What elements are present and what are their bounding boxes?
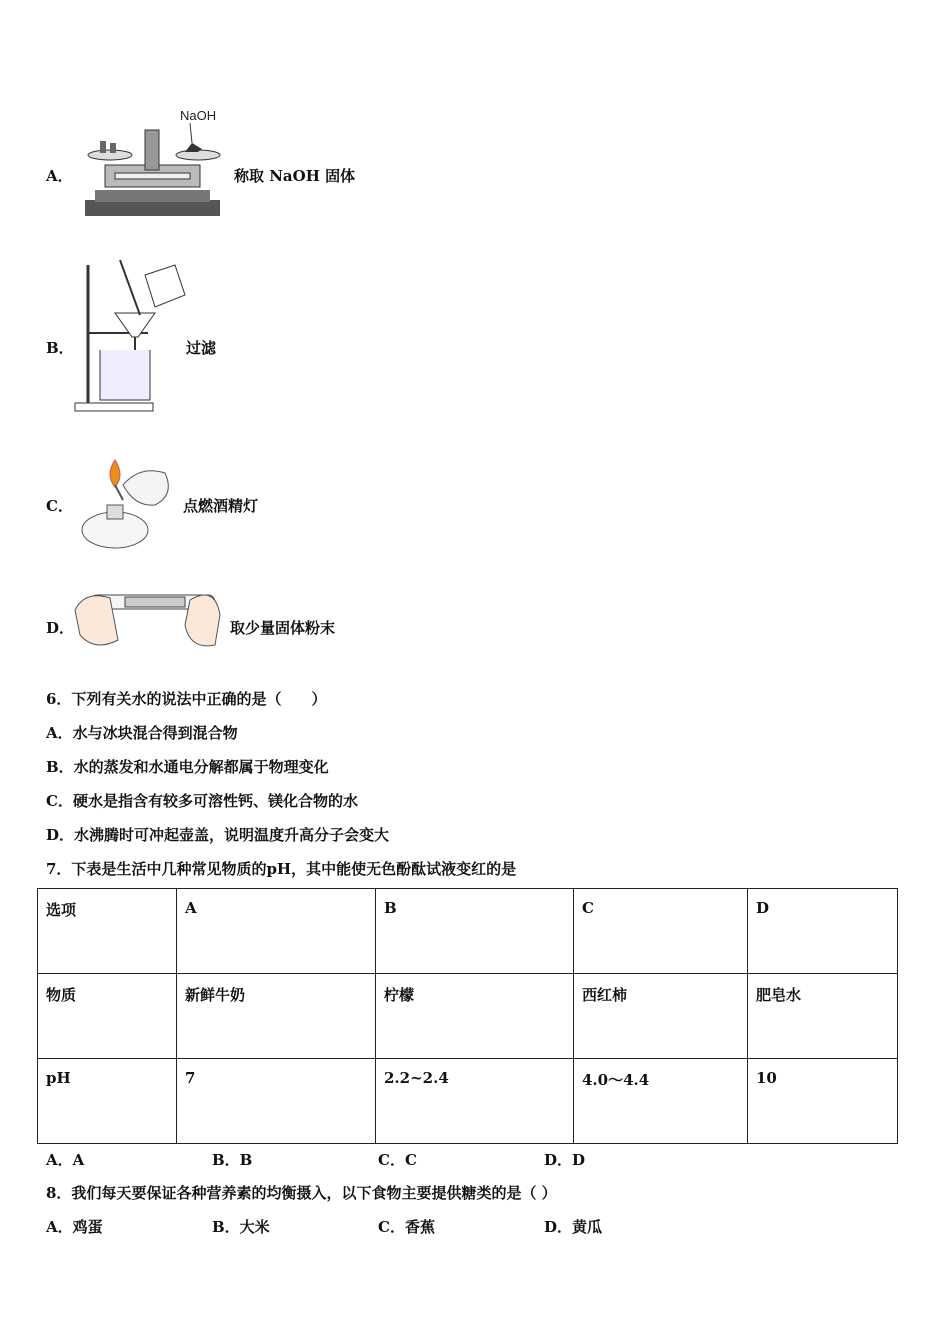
table-cell: D xyxy=(748,889,898,974)
q6-stem: 6．下列有关水的说法中正确的是（ ） xyxy=(46,690,327,708)
q6-option-b: B．水的蒸发和水通电分解都属于物理变化 xyxy=(46,758,329,776)
q7-choices xyxy=(46,1149,710,1170)
table-cell: B xyxy=(376,889,574,974)
q7-stem: 7．下表是生活中几种常见物质的pH，其中能使无色酚酞试液变红的是 xyxy=(46,860,517,878)
q8-stem: 8．我们每天要保证各种营养素的均衡摄入，以下食物主要提供糖类的是（ ） xyxy=(46,1184,557,1202)
q6-option-c: C．硬水是指含有较多可溶性钙、镁化合物的水 xyxy=(46,792,358,810)
table-cell: C xyxy=(574,889,748,974)
table-cell: 物质 xyxy=(38,974,177,1059)
table-cell: 肥皂水 xyxy=(748,974,898,1059)
table-row xyxy=(38,974,898,1059)
option-d-text: 取少量固体粉末 xyxy=(230,619,336,637)
q7-choice-d: D．D xyxy=(544,1151,586,1169)
q6-option-d: D．水沸腾时可冲起壶盖，说明温度升高分子会变大 xyxy=(46,826,390,844)
ph-table xyxy=(37,888,898,1144)
table-row xyxy=(38,889,898,974)
table-cell: 柠檬 xyxy=(376,974,574,1059)
table-cell: 4.0～4.4 xyxy=(574,1059,748,1144)
option-c-text: 点燃酒精灯 xyxy=(183,497,259,515)
table-cell: 2.2~2.4 xyxy=(376,1059,574,1144)
option-b-text: 过滤 xyxy=(186,339,217,357)
q7-choice-c: C．C xyxy=(378,1151,417,1169)
test-tube-figure xyxy=(70,580,225,655)
q8-choices xyxy=(46,1216,710,1237)
table-cell: 选项 xyxy=(38,889,177,974)
table-cell: 西红柿 xyxy=(574,974,748,1059)
option-b-letter: B． xyxy=(46,339,74,357)
naoh-figure-label: NaOH xyxy=(180,108,217,123)
table-cell: A xyxy=(177,889,376,974)
q7-choice-a: A．A xyxy=(46,1151,85,1169)
option-c-letter: C． xyxy=(46,497,73,515)
q8-choice-a: A．鸡蛋 xyxy=(46,1218,103,1236)
table-cell: 新鲜牛奶 xyxy=(177,974,376,1059)
q8-choice-d: D．黄瓜 xyxy=(544,1218,603,1236)
filtration-figure xyxy=(70,255,190,415)
q8-choice-c: C．香蕉 xyxy=(378,1218,435,1236)
q8-choice-b: B．大米 xyxy=(212,1218,270,1236)
balance-figure xyxy=(80,105,230,225)
q6-option-a: A．水与冰块混合得到混合物 xyxy=(46,724,238,742)
table-cell: 10 xyxy=(748,1059,898,1144)
option-a-letter: A． xyxy=(46,167,73,185)
table-cell: 7 xyxy=(177,1059,376,1144)
table-cell: pH xyxy=(38,1059,177,1144)
option-a-text: 称取 NaOH 固体 xyxy=(234,167,356,185)
q7-choice-b: B．B xyxy=(212,1151,253,1169)
option-d-letter: D． xyxy=(46,619,75,637)
alcohol-lamp-figure xyxy=(75,445,185,555)
table-row xyxy=(38,1059,898,1144)
